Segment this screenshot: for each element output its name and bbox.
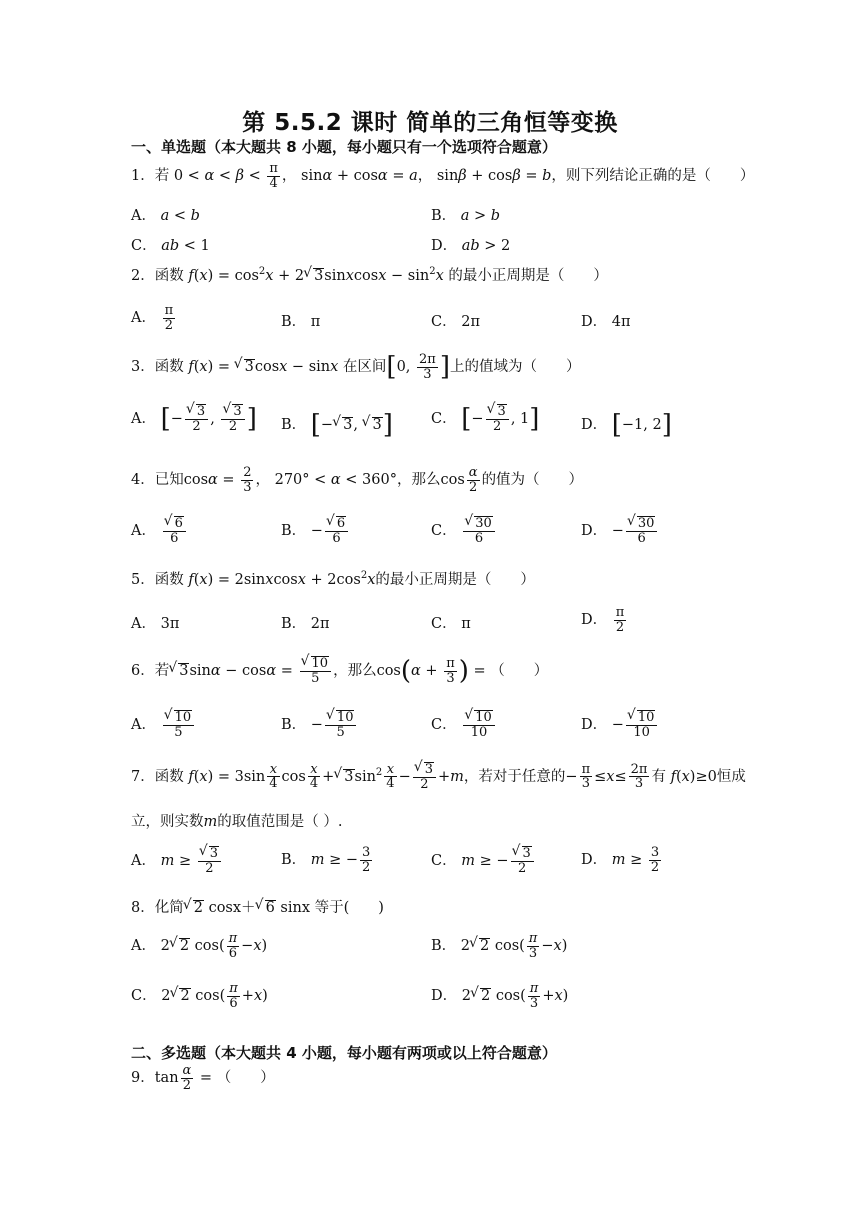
question-7-line-2: 立，则实数m的取值范围是（ ）. — [131, 814, 343, 830]
question-9: 9．tan $\frac{\alpha}{2}$ = （ ） — [131, 1063, 275, 1093]
q4-option-d: D． − √ $\frac{30}{6}$ — [581, 516, 659, 546]
q5-option-d: D． $\frac{\pi}{2}$ — [581, 605, 625, 635]
q7-option-c: C． m ≥ − √ $\frac{3}{2}$ — [431, 846, 536, 876]
q2-option-d: D． 4π — [581, 314, 631, 330]
q8-option-c: C． 2√ 2 cos( $\frac{\pi}{6}$ +x) — [131, 982, 268, 1010]
q4-option-b: B． − √ $\frac{6}{6}$ — [281, 516, 350, 546]
question-3: 3．函数 f(x) = √ 3cosx − sinx 在区间[0, $\frac{2\pi}{3}$ ]上的值域为（ ） — [131, 352, 581, 382]
q8-option-a: A． 2√ 2 cos( $\frac{\pi}{6}$ −x) — [131, 932, 267, 960]
q3-option-b: B． [−√ 3, √ 3] — [281, 410, 393, 440]
q6-option-a: A． √ $\frac{10}{5}$ — [131, 710, 196, 740]
question-6: 6．若√ 3sinα − cosα = √ $\frac{10}{5}$ ，那么cos(α + $\frac{\pi}{3}$ ) = （ ） — [131, 656, 548, 686]
question-5: 5．函数 f(x) = 2sinxcosx + $2\cos^2x$的最小正周期是（ ） — [131, 570, 535, 588]
question-2: 2．函数 $f(x) = \cos^2x + 2√$ 3sinxcosx − $\sin^2x$ 的最小正周期是（ ） — [131, 264, 608, 285]
q2-option-b: B． π — [281, 314, 321, 330]
q1-option-a: A． a < b — [131, 208, 200, 224]
q8-option-b: B． 2√ 2 cos( $\frac{\pi}{3}$ −x) — [431, 932, 567, 960]
question-1: 1．若 0 < α < β < $\frac{\pi}{4}$ ， sinα + cosα = a， sinβ + cosβ = b，则下列结论正确的是（ ） — [131, 161, 755, 191]
q6-option-d: D． − √ $\frac{10}{10}$ — [581, 710, 659, 740]
page-title: 第 5.5.2 课时 简单的三角恒等变换 — [242, 110, 618, 136]
q7-option-a: A． m ≥ √ $\frac{3}{2}$ — [131, 846, 223, 876]
q1-option-b: B． a > b — [431, 208, 501, 224]
question-7: 7．函数 f(x) = 3sin $\frac{x}{4}$ cos $\frac{x}{4}$ +√ $3\sin^2$ $\frac{x}{4}$ − √ $\frac{3}{2}$ +m，若对于任意的− $\frac{\pi}{3}$ ≤x≤ $\frac{2\pi}{3}$ 有 f(x)≥0恒成 — [131, 762, 746, 792]
q8-option-d: D． 2√ 2 cos( $\frac{\pi}{3}$ +x) — [431, 982, 568, 1010]
q7-option-b: B． m ≥ − $\frac{3}{2}$ — [281, 845, 371, 875]
q3-option-d: D． [−1, 2] — [581, 410, 672, 440]
q5-option-b: B． 2π — [281, 616, 330, 632]
q3-option-c: C． [− √ $\frac{3}{2}$ , 1] — [431, 404, 539, 434]
q7-option-d: D． m ≥ $\frac{3}{2}$ — [581, 845, 660, 875]
q2-option-a: A． $\frac{\pi}{2}$ — [131, 303, 174, 333]
section-heading-single-choice: 一、单选题（本大题共 8 小题，每小题只有一个选项符合题意） — [131, 138, 557, 156]
q4-option-a: A． √ $\frac{6}{6}$ — [131, 516, 188, 546]
section-heading-multiple-choice: 二、多选题（本大题共 4 小题，每小题有两项或以上符合题意） — [131, 1044, 557, 1062]
q6-option-c: C． √ $\frac{10}{10}$ — [431, 710, 497, 740]
question-4: 4．已知cosα = $\frac{2}{3}$ ， 270° < α < 360°，那么cos $\frac{\alpha}{2}$ 的值为（ ） — [131, 465, 584, 495]
question-8: 8．化简√ 2 cosx＋√ 6 sinx 等于( ) — [131, 896, 384, 917]
q2-option-c: C． 2π — [431, 314, 480, 330]
q5-option-c: C． π — [431, 616, 471, 632]
q5-option-a: A． 3π — [131, 616, 180, 632]
q4-option-c: C． √ $\frac{30}{6}$ — [431, 516, 497, 546]
q6-option-b: B． − √ $\frac{10}{5}$ — [281, 710, 358, 740]
q1-option-d: D． ab > 2 — [431, 238, 511, 254]
q3-option-a: A． [− √ $\frac{3}{2}$ , √ $\frac{3}{2}$ ] — [131, 404, 257, 434]
q1-option-c: C． ab < 1 — [131, 238, 210, 254]
